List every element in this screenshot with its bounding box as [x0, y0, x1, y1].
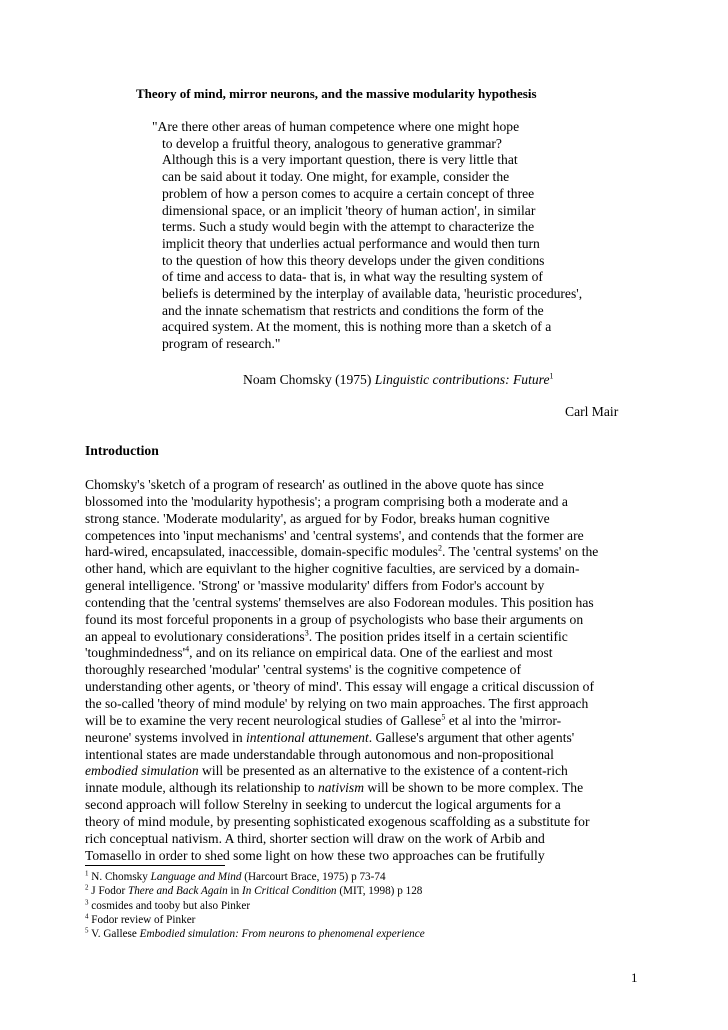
quote-line: acquired system. At the moment, this is nothing more than a sketch of a [162, 319, 552, 335]
body-text: 'toughmindedness' [85, 645, 186, 661]
quote-line: program of research." [162, 336, 281, 352]
body-line: found its most forceful proponents in a group of psychologists who base their arguments on [85, 611, 584, 627]
body-line: understanding other agents, or 'theory of mind'. This essay will engage a critical discussion of [85, 679, 595, 695]
body-text: , and on its reliance on empirical data. One of the earliest and most [189, 645, 553, 661]
body-line: general intelligence. 'Strong' or 'massive modularity' differs from Fodor's account by [85, 578, 545, 594]
footnote-marker[interactable]: 3 [304, 628, 309, 638]
footnote-number: 5 [85, 926, 89, 935]
quote-line: beliefs is determined by the interplay of available data, 'heuristic procedures', [162, 286, 583, 302]
footnote-number: 1 [85, 869, 89, 878]
body-text: . The 'central systems' on the [441, 544, 599, 560]
footnote-2 [85, 884, 645, 898]
body-text: will be shown to be more complex. The [364, 780, 584, 796]
body-line [85, 629, 645, 646]
footnote-marker[interactable]: 2 [437, 543, 442, 553]
quote-line: terms. Such a study would begin with the attempt to characterize the [162, 219, 535, 235]
footnote-number: 4 [85, 912, 89, 921]
body-line [85, 713, 645, 730]
footnote-marker[interactable]: 5 [441, 712, 446, 722]
footnote-text: cosmides and tooby but also Pinker [88, 899, 251, 912]
body-line: contending that the 'central systems' themselves are also Fodorean modules. This position has [85, 594, 594, 610]
footnote-text: N. Chomsky [88, 871, 151, 883]
body-text: . The position prides itself in a certain scientific [308, 628, 568, 644]
footnote-text: V. Gallese [88, 928, 140, 941]
body-line [85, 544, 645, 561]
body-line [85, 763, 645, 780]
body-text: hard-wired, encapsulated, inaccessible, domain-specific modules [85, 544, 438, 560]
quote-line: problem of how a person comes to acquire a certain concept of three [162, 185, 535, 201]
footnotes [85, 870, 645, 941]
emphasis-text: intentional attunement [246, 729, 369, 745]
page-number: 1 [631, 970, 638, 985]
footnote-4 [85, 913, 645, 927]
quote-line: "Are there other areas of human competence where one might hope [152, 119, 520, 134]
document-title: Theory of mind, mirror neurons, and the massive modularity hypothesis [136, 86, 537, 101]
quote-line: of time and access to data- that is, in what way the resulting system of [162, 269, 543, 285]
body-text: an appeal to evolutionary considerations [85, 628, 305, 644]
footnote-text: in [227, 885, 243, 898]
attribution-work-title: Linguistic contributions: Future [374, 372, 550, 387]
body-text: innate module, although its relationship to [85, 780, 318, 796]
body-line: second approach will follow Sterelny in seeking to undercut the logical arguments for a [85, 797, 561, 813]
body-line: intentional states are made understandable through autonomous and non-propositional [85, 746, 554, 762]
quote-line: can be said about it today. One might, for example, consider the [162, 169, 510, 185]
body-line [85, 730, 645, 747]
body-line: strong stance. 'Moderate modularity', as argued for by Fodor, breaks human cognitive [85, 510, 550, 526]
footnote-text: (MIT, 1998) p 128 [336, 885, 423, 898]
body-line: blossomed into the 'modularity hypothesis'; a program comprising both a moderate and a [85, 493, 568, 509]
body-line: Tomasello in order to shed some light on how these two approaches can be frutifully [85, 847, 545, 863]
footnote-text: Fodor review of Pinker [88, 913, 196, 926]
epigraph-quote [152, 119, 632, 353]
footnote-title: Language and Mind [150, 871, 242, 883]
section-heading: Introduction [85, 443, 159, 458]
quote-line: to the question of how this theory develops under the given conditions [162, 252, 545, 268]
quote-line: Although this is a very important question, there is very little that [162, 152, 518, 168]
body-line: rich conceptual nativism. A third, shorter section will draw on the work of Arbib and [85, 830, 545, 846]
footnote-title: There and Back Again [127, 885, 228, 898]
body-text: et al into the 'mirror- [445, 712, 562, 728]
quote-attribution [243, 372, 553, 388]
quote-line: to develop a fruitful theory, analogous to generative grammar? [162, 135, 502, 151]
footnote-marker[interactable]: 4 [185, 644, 190, 654]
footnote-1 [85, 870, 645, 884]
body-line: the so-called 'theory of mind module' by relying on two main approaches. The first approach [85, 695, 589, 711]
footnote-text: (Harcourt Brace, 1975) p 73-74 [241, 871, 386, 883]
body-line [85, 645, 645, 662]
body-line: thoroughly researched 'modular' 'central systems' is the cognitive competence of [85, 662, 521, 678]
body-line: Chomsky's 'sketch of a program of research' as outlined in the above quote has since [85, 477, 544, 492]
footnote-number: 3 [85, 897, 89, 906]
body-text: neurone' systems involved in [85, 729, 247, 745]
footnote-separator [85, 865, 225, 866]
emphasis-text: embodied simulation [85, 763, 199, 779]
body-line: theory of mind module, by presenting sophisticated exogenous scaffolding as a substitute for [85, 813, 590, 829]
footnote-number: 2 [85, 883, 89, 892]
body-paragraph [85, 477, 645, 864]
quote-line: implicit theory that underlies actual performance and would then turn [162, 235, 540, 251]
body-text: will be presented as an alternative to the existence of a content-rich [198, 763, 568, 779]
body-text: . Gallese's argument that other agents' [368, 729, 575, 745]
author-name: Carl Mair [565, 404, 619, 419]
footnote-marker[interactable]: 1 [549, 371, 554, 381]
footnote-5 [85, 927, 645, 941]
body-line [85, 780, 645, 797]
body-line: other hand, which are equivlant to the higher cognitive faculties, are serviced by a domain- [85, 561, 580, 577]
emphasis-text: nativism [317, 780, 365, 796]
quote-line: dimensional space, or an implicit 'theory of human action', in similar [162, 202, 536, 218]
quote-line: and the innate schematism that restricts and conditions the form of the [162, 302, 544, 318]
footnote-3 [85, 899, 645, 913]
attribution-text: Noam Chomsky (1975) [243, 372, 375, 387]
body-text: will be to examine the very recent neurological studies of Gallese [85, 712, 442, 728]
footnote-text: J Fodor [88, 885, 128, 898]
footnote-title: In Critical Condition [242, 885, 337, 898]
body-line: competences into 'input mechanisms' and 'central systems', and contends that the former are [85, 527, 584, 543]
footnote-title: Embodied simulation: From neurons to phenomenal experience [139, 928, 425, 941]
